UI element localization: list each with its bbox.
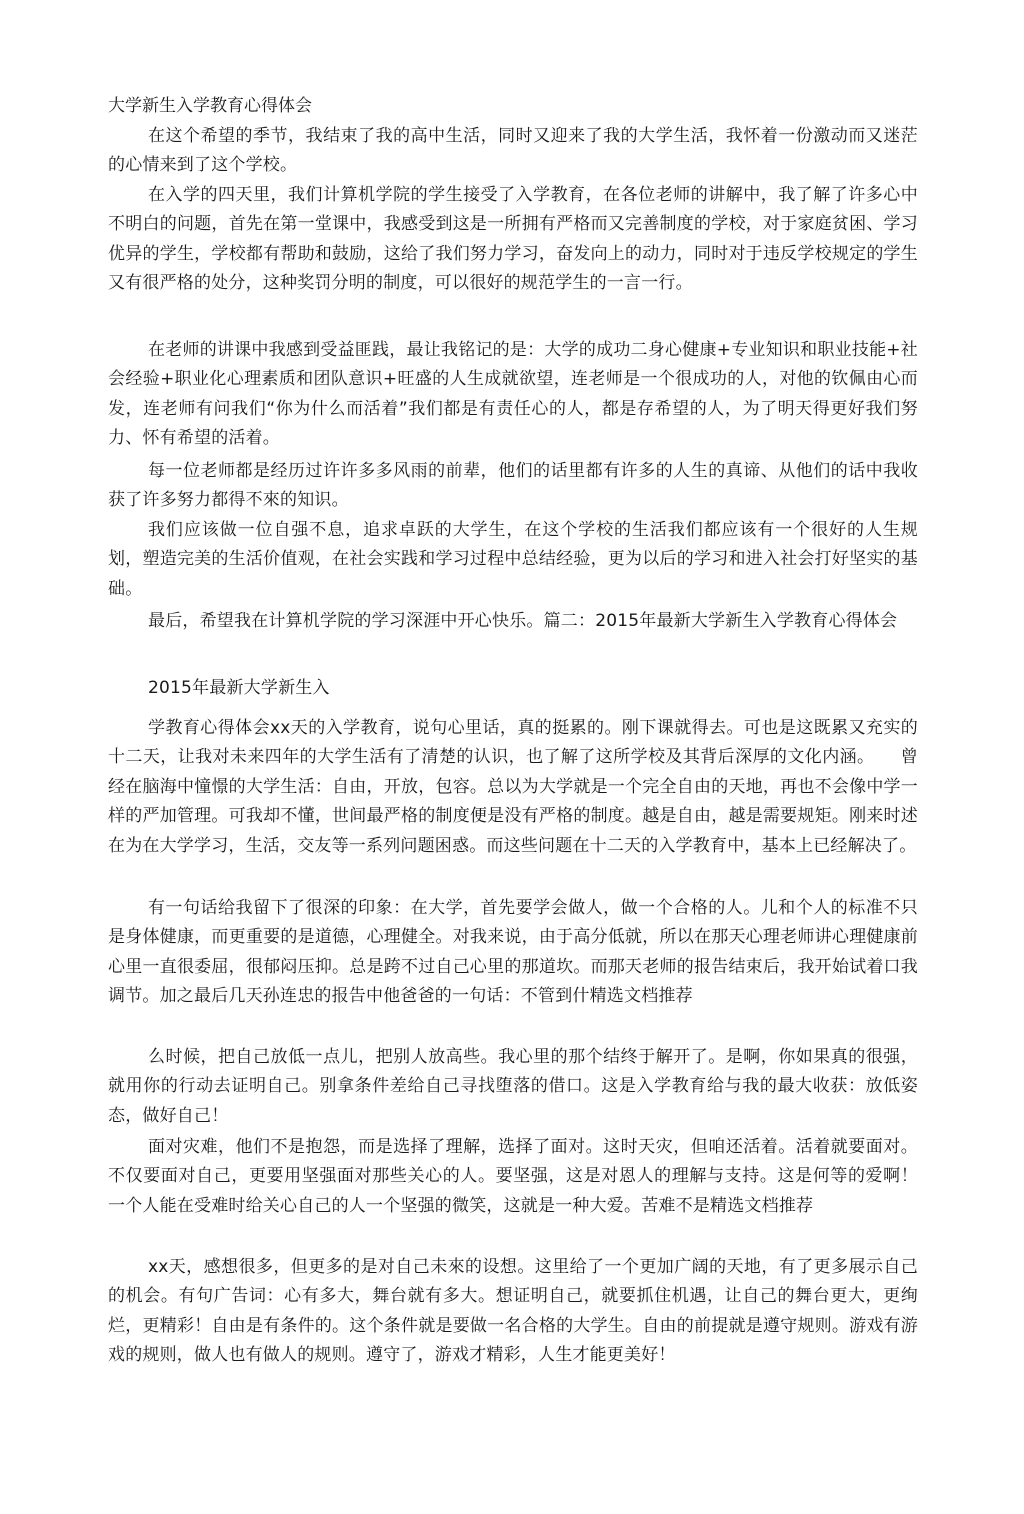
paragraph: 在老师的讲课中我感到受益匪践，最让我铭记的是：大学的成功二身心健康+专业知识和职业技能+社会经验+职业化心理素质和团队意识+旺盛的人生成就欲望，连老师是一个很成功的人，对他的钦佩由心而发，连老师有问我们“你为什么而活着”我们都是有责任心的人，都是存希望的人，为了明天得更好我们努力、怀有希望的活着。 bbox=[108, 340, 918, 449]
document-title: 大学新生入学教育心得体会 bbox=[108, 96, 312, 116]
paragraph: 我们应该做一位自强不息，追求卓跃的大学生，在这个学校的生活我们都应该有一个很好的人生规划，塑造完美的生活价值观，在社会实践和学习过程中总结经验，更为以后的学习和进入社会打好坚实的基础。 bbox=[108, 520, 918, 599]
paragraph: 在这个希望的季节，我结束了我的高中生活，同时又迎来了我的大学生活，我怀着一份激动而又迷茫的心情来到了这个学校。 bbox=[108, 126, 918, 176]
paragraph: 每一位老师都是经历过许许多多风雨的前辈，他们的话里都有许多的人生的真谛、从他们的话中我收获了许多努力都得不來的知识。 bbox=[108, 461, 918, 511]
paragraph: 学教育心得体会xx天的入学教育，说句心里话，真的挺累的。刚下课就得去。可也是这既累又充实的十二天，让我对未来四年的大学生活有了清楚的认识，也了解了这所学校及其背后深厚的文化内涵。 曾经在脑海中憧憬的大学生活：自由，开放，包容。总以为大学就是一个完全自由的天地，再也不会像中学一样的严加管理。可我却不懂，世间最严格的制度便是没有严格的制度。越是自由，越是需要规矩。刚来时述在为在大学学习，生活，交友等一系列问题困惑。而这些问题在十二天的入学教育中，基本上已经解决了。 bbox=[108, 718, 918, 856]
paragraph: xx天，感想很多，但更多的是对自己未來的设想。这里给了一个更加广阔的天地，有了更多展示自己的机会。有句广告词：心有多大，舞台就有多大。想证明自己，就要抓住机遇，让自己的舞台更大，更绚烂，更精彩！自由是有条件的。这个条件就是要做一名合格的大学生。自由的前提就是遵守规则。游戏有游戏的规则，做人也有做人的规则。遵守了，游戏才精彩，人生才能更美好！ bbox=[108, 1257, 918, 1366]
paragraph: 有一句话给我留下了很深的印象：在大学，首先要学会做人，做一个合格的人。儿和个人的标准不只是身体健康，而更重要的是道德，心理健全。对我来说，由于高分低就，所以在那天心理老师讲心理健康前心里一直很委屈，很郁闷压抑。总是跨不过自己心里的那道坎。而那天老师的报告结束后，我开始试着口我调节。加之最后几天孙连忠的报告中他爸爸的一句话：不管到什精选文档推荐 bbox=[108, 898, 918, 1007]
paragraph: 最后，希望我在计算机学院的学习深涯中开心快乐。篇二：2015年最新大学新生入学教育心得体会 bbox=[148, 611, 898, 631]
paragraph: 2015年最新大学新生入 bbox=[148, 678, 330, 698]
paragraph: 面对灾难，他们不是抱怨，而是选择了理解，选择了面对。这时天灾，但咱还活着。活着就要面对。不仅要面对自己，更要用坚强面对那些关心的人。要坚强，这是对恩人的理解与支持。这是何等的爱啊！ 一个人能在受难时给关心自己的人一个坚强的微笑，这就是一种大爱。苦难不是精选文档推荐 bbox=[108, 1137, 953, 1216]
paragraph: 么时候，把自己放低一点儿，把别人放高些。我心里的那个结终于解开了。是啊，你如果真的很强，就用你的行动去证明自己。别拿条件差给自己寻找堕落的借口。这是入学教育给与我的最大收获：放低姿态，做好自己！ bbox=[108, 1047, 918, 1126]
paragraph: 在入学的四天里，我们计算机学院的学生接受了入学教育，在各位老师的讲解中，我了解了许多心中不明白的问题，首先在第一堂课中，我感受到这是一所拥有严格而又完善制度的学校，对于家庭贫困、学习优异的学生，学校都有帮助和鼓励，这给了我们努力学习，奋发向上的动力，同时对于违反学校规定的学生又有很严格的处分，这种奖罚分明的制度，可以很好的规范学生的一言一行。 bbox=[108, 185, 918, 294]
